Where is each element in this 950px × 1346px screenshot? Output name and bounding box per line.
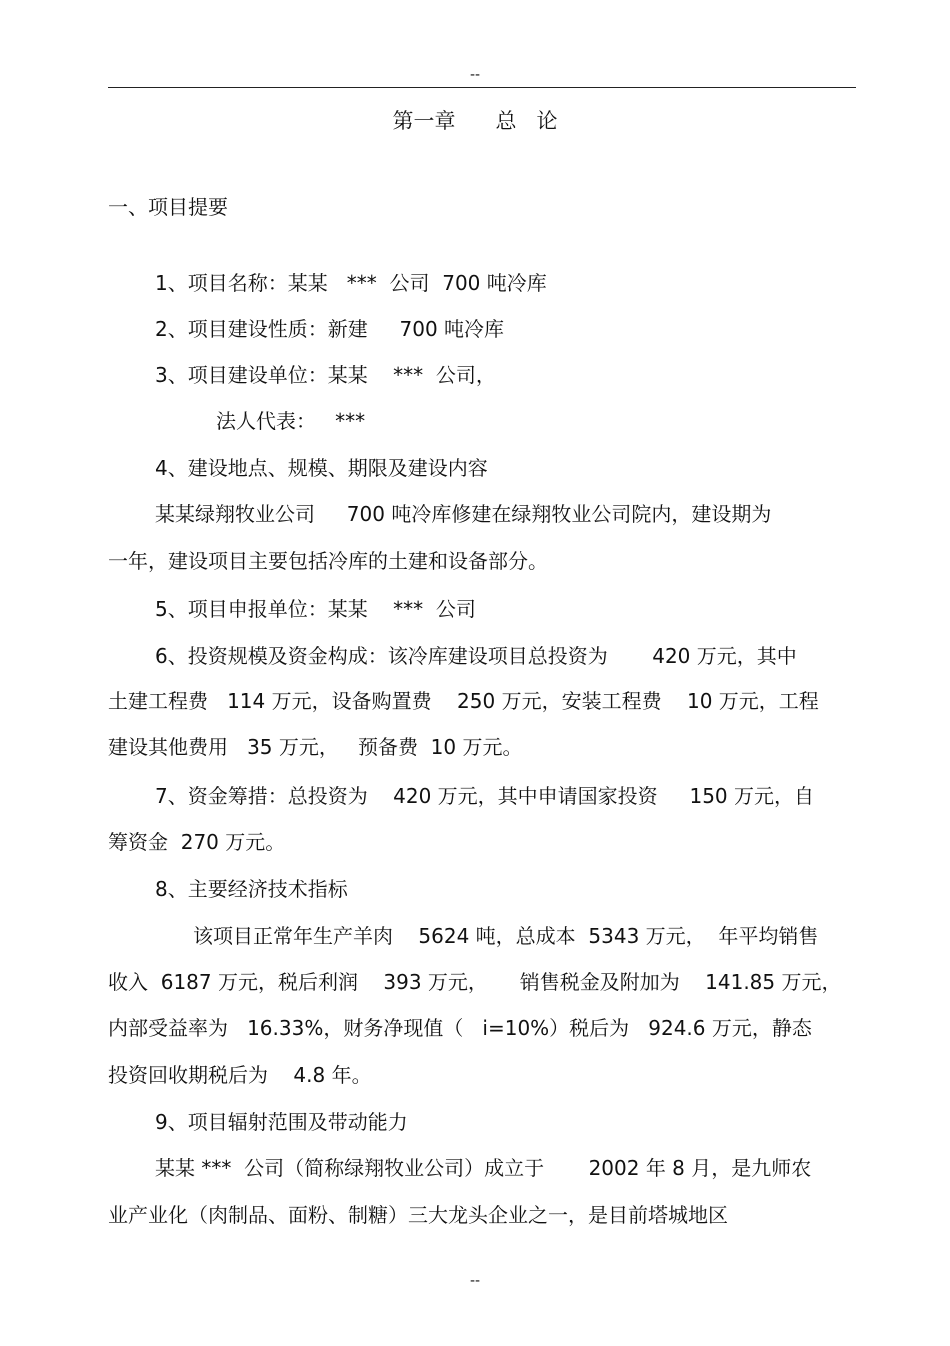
item-project-nature: 2、项目建设性质：新建 700 吨冷库	[155, 317, 505, 341]
item-project-unit: 3、项目建设单位：某某 *** 公司，	[155, 363, 496, 387]
paragraph-line: 投资回收期税后为 4.8 年。	[108, 1063, 372, 1087]
paragraph-line: 内部受益率为 16.33%，财务净现值（ i=10%）税后为 924.6 万元，静态	[108, 1016, 812, 1040]
item-investment-scale: 6、投资规模及资金构成：该冷库建设项目总投资为 420 万元，其中	[155, 644, 797, 668]
paragraph-line: 收入 6187 万元，税后利润 393 万元， 销售税金及附加为 141.85 万元，	[108, 970, 842, 994]
page-footer-mark: --	[469, 1273, 481, 1289]
paragraph-line: 某某 *** 公司（简称绿翔牧业公司）成立于 2002 年 8 月，是九师农	[155, 1156, 812, 1180]
paragraph-line: 一年，建设项目主要包括冷库的土建和设备部分。	[108, 549, 548, 573]
paragraph-line: 业产业化（肉制品、面粉、制糖）三大龙头企业之一，是目前塔城地区	[108, 1203, 728, 1227]
page-header-mark: --	[469, 67, 481, 83]
section-heading: 一、项目提要	[108, 195, 228, 219]
item-indicators-heading: 8、主要经济技术指标	[155, 877, 348, 901]
item-location-heading: 4、建设地点、规模、期限及建设内容	[155, 456, 488, 480]
paragraph-line: 建设其他费用 35 万元， 预备费 10 万元。	[108, 735, 523, 759]
paragraph-line: 筹资金 270 万元。	[108, 830, 286, 854]
chapter-title: 第一章 总 论	[392, 109, 558, 133]
paragraph-line: 土建工程费 114 万元，设备购置费 250 万元，安装工程费 10 万元，工程	[108, 689, 819, 713]
item-radiation-heading: 9、项目辐射范围及带动能力	[155, 1110, 408, 1134]
paragraph-line: 该项目正常年生产羊肉 5624 吨，总成本 5343 万元， 年平均销售	[193, 924, 819, 948]
item-project-name: 1、项目名称：某某 *** 公司 700 吨冷库	[155, 271, 547, 295]
item-legal-representative: 法人代表： ***	[216, 409, 366, 433]
item-funding: 7、资金筹措：总投资为 420 万元，其中申请国家投资 150 万元，自	[155, 784, 815, 808]
paragraph-line: 某某绿翔牧业公司 700 吨冷库修建在绿翔牧业公司院内，建设期为	[155, 502, 772, 526]
header-rule	[108, 87, 856, 88]
item-applicant-unit: 5、项目申报单位：某某 *** 公司	[155, 597, 476, 621]
